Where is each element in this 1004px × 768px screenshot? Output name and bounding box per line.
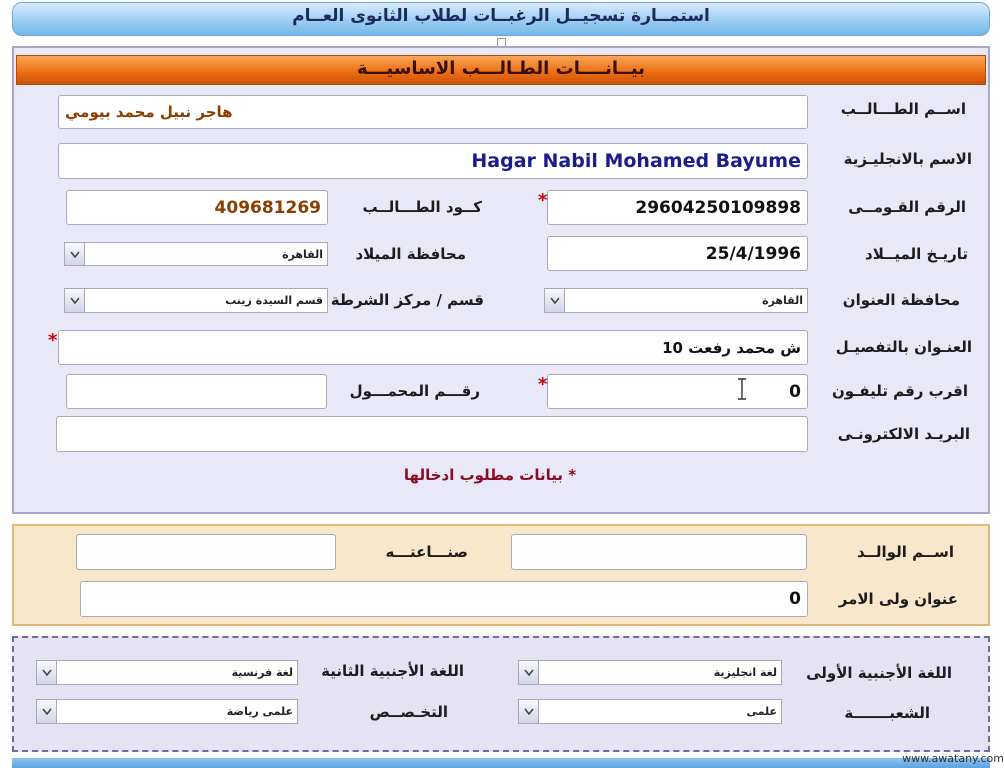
second-language-select[interactable]: لغة فرنسية bbox=[36, 660, 298, 685]
address-gov-label: محافظة العنوان bbox=[842, 291, 960, 309]
watermark: www.awatany.com bbox=[902, 752, 1004, 765]
first-language-label: اللغة الأجنبية الأولى bbox=[806, 664, 952, 682]
text-cursor-icon bbox=[735, 378, 749, 400]
chevron-down-icon[interactable] bbox=[65, 243, 85, 265]
father-job-field[interactable] bbox=[76, 534, 336, 570]
mobile-field[interactable] bbox=[66, 374, 327, 409]
english-name-field[interactable]: Hagar Nabil Mohamed Bayume bbox=[58, 143, 808, 179]
chevron-down-icon[interactable] bbox=[545, 289, 565, 312]
chevron-down-icon[interactable] bbox=[519, 700, 539, 723]
address-detail-label: العنـوان بالتفصيـل bbox=[835, 338, 972, 356]
birth-gov-select[interactable]: القاهرة bbox=[64, 242, 328, 266]
student-code-field[interactable]: 409681269 bbox=[66, 190, 328, 225]
father-name-field[interactable] bbox=[511, 534, 807, 570]
chevron-down-icon[interactable] bbox=[37, 661, 57, 684]
national-id-field[interactable]: 29604250109898 bbox=[547, 190, 808, 225]
birth-date-label: تاريـخ الميــلاد bbox=[865, 245, 968, 263]
guardian-address-field[interactable]: 0 bbox=[80, 581, 808, 617]
address-detail-field[interactable]: 10 ش محمد رفعت bbox=[58, 330, 808, 365]
national-id-label: الرقم القـومــى bbox=[848, 198, 966, 216]
police-station-label: قسم / مركز الشرطة bbox=[330, 291, 484, 309]
first-language-select[interactable]: لغة انجليزية bbox=[518, 660, 782, 685]
student-code-label: كــود الطـــالــب bbox=[362, 198, 482, 216]
father-job-label: صنـــاعتـــه bbox=[385, 543, 468, 561]
required-star: * bbox=[48, 330, 58, 351]
mobile-label: رقـــم المحمـــول bbox=[349, 382, 480, 400]
footer-bar bbox=[12, 758, 990, 768]
address-gov-select[interactable]: القاهرة bbox=[544, 288, 808, 313]
required-note: * بيانات مطلوب ادخالها bbox=[403, 466, 577, 484]
division-select[interactable]: علمى bbox=[518, 699, 782, 724]
guardian-address-label: عنوان ولى الامر bbox=[838, 590, 958, 608]
chevron-down-icon[interactable] bbox=[519, 661, 539, 684]
specialization-label: التخـصــص bbox=[369, 703, 448, 721]
required-star: * bbox=[538, 374, 548, 395]
chevron-down-icon[interactable] bbox=[37, 700, 57, 723]
form-title: استمــارة تسجيــل الرغبــات لطلاب الثانوى العــام bbox=[292, 6, 710, 26]
required-star: * bbox=[538, 190, 548, 211]
specialization-select[interactable]: علمى رياضة bbox=[36, 699, 298, 724]
second-language-label: اللغة الأجنبية الثانية bbox=[321, 662, 464, 680]
email-label: البريـد الالكترونـى bbox=[837, 425, 970, 443]
phone-field[interactable]: 0 bbox=[547, 374, 808, 409]
email-field[interactable] bbox=[56, 416, 808, 452]
english-name-label: الاسم بالانجليـزية bbox=[843, 150, 972, 168]
chevron-down-icon[interactable] bbox=[65, 289, 85, 312]
birth-date-field[interactable]: 25/4/1996 bbox=[547, 236, 808, 271]
preferences-panel bbox=[12, 636, 990, 752]
student-name-label: اســم الطـــالــب bbox=[840, 100, 966, 118]
father-name-label: اســم الوالــد bbox=[856, 543, 954, 561]
police-station-select[interactable]: قسم السيدة زينب bbox=[64, 288, 328, 313]
section-banner-title: بيــانــــات الطـالـــب الاساسيـــة bbox=[356, 58, 646, 79]
birth-gov-label: محافظة الميلاد bbox=[355, 245, 466, 263]
division-label: الشعبـــــــة bbox=[844, 704, 930, 722]
student-name-field[interactable]: هاجر نبيل محمد بيومي bbox=[58, 95, 808, 129]
phone-label: اقرب رقم تليفـون bbox=[831, 382, 968, 400]
